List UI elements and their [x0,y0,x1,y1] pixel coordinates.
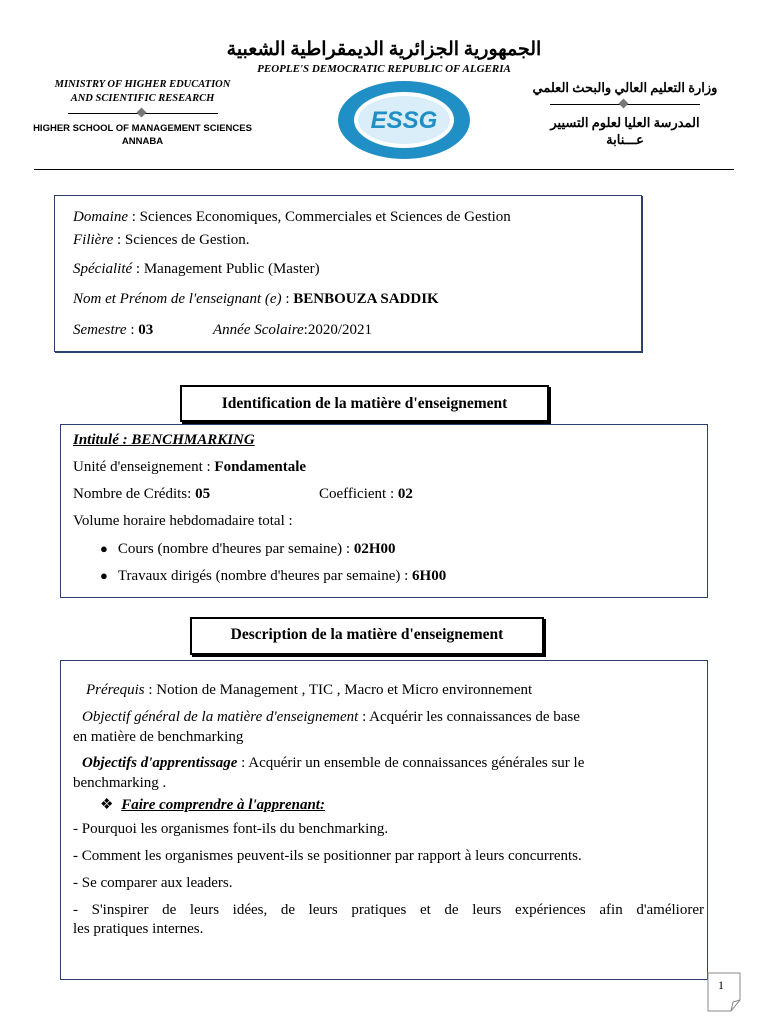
credits-value: 05 [195,486,211,502]
domaine-value: : Sciences Economiques, Commerciales et Sciences de Gestion [128,209,511,225]
arabic-republic-title: الجمهورية الجزائرية الديمقراطية الشعبية [226,39,542,60]
school-name-en: HIGHER SCHOOL OF MANAGEMENT SCIENCES [33,123,252,134]
cours-value: 02H00 [353,541,396,557]
domaine-label: Domaine [73,209,128,225]
ministry-arabic: وزارة التعليم العالي والبحث العلمي [532,80,718,95]
school-english [30,122,255,148]
td-detail: (nombre d'heures par semaine) : [215,568,413,584]
prerequis-label: Prérequis [86,682,145,698]
objectif-value-1: : Acquérir les connaissances de base [358,709,580,725]
filiere-label: Filière [73,232,114,248]
bullet-icon: ● [100,541,108,556]
semestre-label: Semestre [73,322,127,338]
domaine-line [73,209,511,226]
enseignant-line: Nom et Prénom de l'enseignant (e) : BENBOUZA SADDIK [73,291,439,307]
school-name-ar: المدرسة العليا لعلوم التسيير [550,115,700,130]
prerequis-line [86,682,532,699]
cours-detail: (nombre d'heures par semaine) : [157,541,354,557]
unite-line [73,459,306,476]
intitule: Intitulé : BENCHMARKING [73,432,255,448]
apprentissage-line [82,755,584,772]
ministry-english [30,78,255,106]
credits-label: Nombre de Crédits: [73,486,196,502]
school-arabic [510,114,740,148]
specialite-label: Spécialité [73,261,133,277]
filiere-line [73,232,249,249]
filiere-value: : Sciences de Gestion. [113,232,250,248]
city-ar: عـــنابة [606,132,644,147]
faire-comprendre [100,795,325,814]
apprentissage-label: Objectifs d'apprentissage [82,755,238,771]
annee-line [213,322,372,339]
credits-line [73,486,210,503]
page-number: 1 [718,978,724,992]
page-number-box [707,972,741,1012]
section-identification-title: Identification de la matière d'enseignement [180,385,549,422]
enseignant-value: BENBOUZA SADDIK [293,291,439,307]
semestre-value: 03 [138,322,154,338]
separator-right [550,99,700,109]
objectif-line [82,709,580,726]
diamond-bullet-icon: ❖ [100,797,114,813]
bullet-icon: ● [100,568,108,583]
section-description-title: Description de la matière d'enseignement [190,617,544,655]
header-divider [34,169,734,170]
td-label: Travaux dirigés [117,568,216,584]
td-item [100,568,446,585]
semestre-line: Semestre : 03 [73,322,154,338]
cours-item [100,541,396,558]
ministry-line-1: MINISTRY OF HIGHER EDUCATION [54,79,231,90]
essg-logo [335,80,473,160]
cours-label: Cours [117,541,158,557]
english-republic-title: PEOPLE'S DEMOCRATIC REPUBLIC OF ALGERIA [257,63,511,75]
specialite-value: : Management Public (Master) [132,261,320,277]
objectif-line-2: en matière de benchmarking [73,729,244,745]
objectif-label: Objectif général de la matière d'enseignement [82,709,359,725]
ministry-line-2: AND SCIENTIFIC RESEARCH [70,93,215,104]
coefficient-value: 02 [397,486,413,502]
prerequis-value: : Notion de Management , TIC , Macro et Micro environnement [144,682,533,698]
apprentissage-value-1: : Acquérir un ensemble de connaissances générales sur le [237,755,585,771]
coefficient-line [319,486,413,503]
city-en: ANNABA [121,136,164,147]
list-item: - Se comparer aux leaders. [73,875,233,891]
unite-value: Fondamentale [214,459,307,475]
faire-label: Faire comprendre à l'apprenant: [121,797,325,813]
annee-label: Année Scolaire [213,322,304,338]
apprentissage-line-2: benchmarking . [73,775,167,791]
list-item: les pratiques internes. [73,921,204,937]
coefficient-label: Coefficient : [319,486,398,502]
specialite-line [73,261,320,278]
unite-label: Unité d'enseignement : [73,459,215,475]
separator-left [68,108,218,118]
list-item: - S'inspirer de leurs idées, de leurs pratiques et de leurs expériences afin d'améliorer [73,902,704,918]
volume-line: Volume horaire hebdomadaire total : [73,513,293,529]
list-item: - Comment les organismes peuvent-ils se positionner par rapport à leurs concurrents. [73,848,582,864]
list-item: - Pourquoi les organismes font-ils du benchmarking. [73,821,389,837]
td-value: 6H00 [412,568,447,584]
logo-text: ESSG [370,107,438,134]
annee-value: :2020/2021 [303,322,373,338]
enseignant-label: Nom et Prénom de l'enseignant (e) [73,291,282,307]
